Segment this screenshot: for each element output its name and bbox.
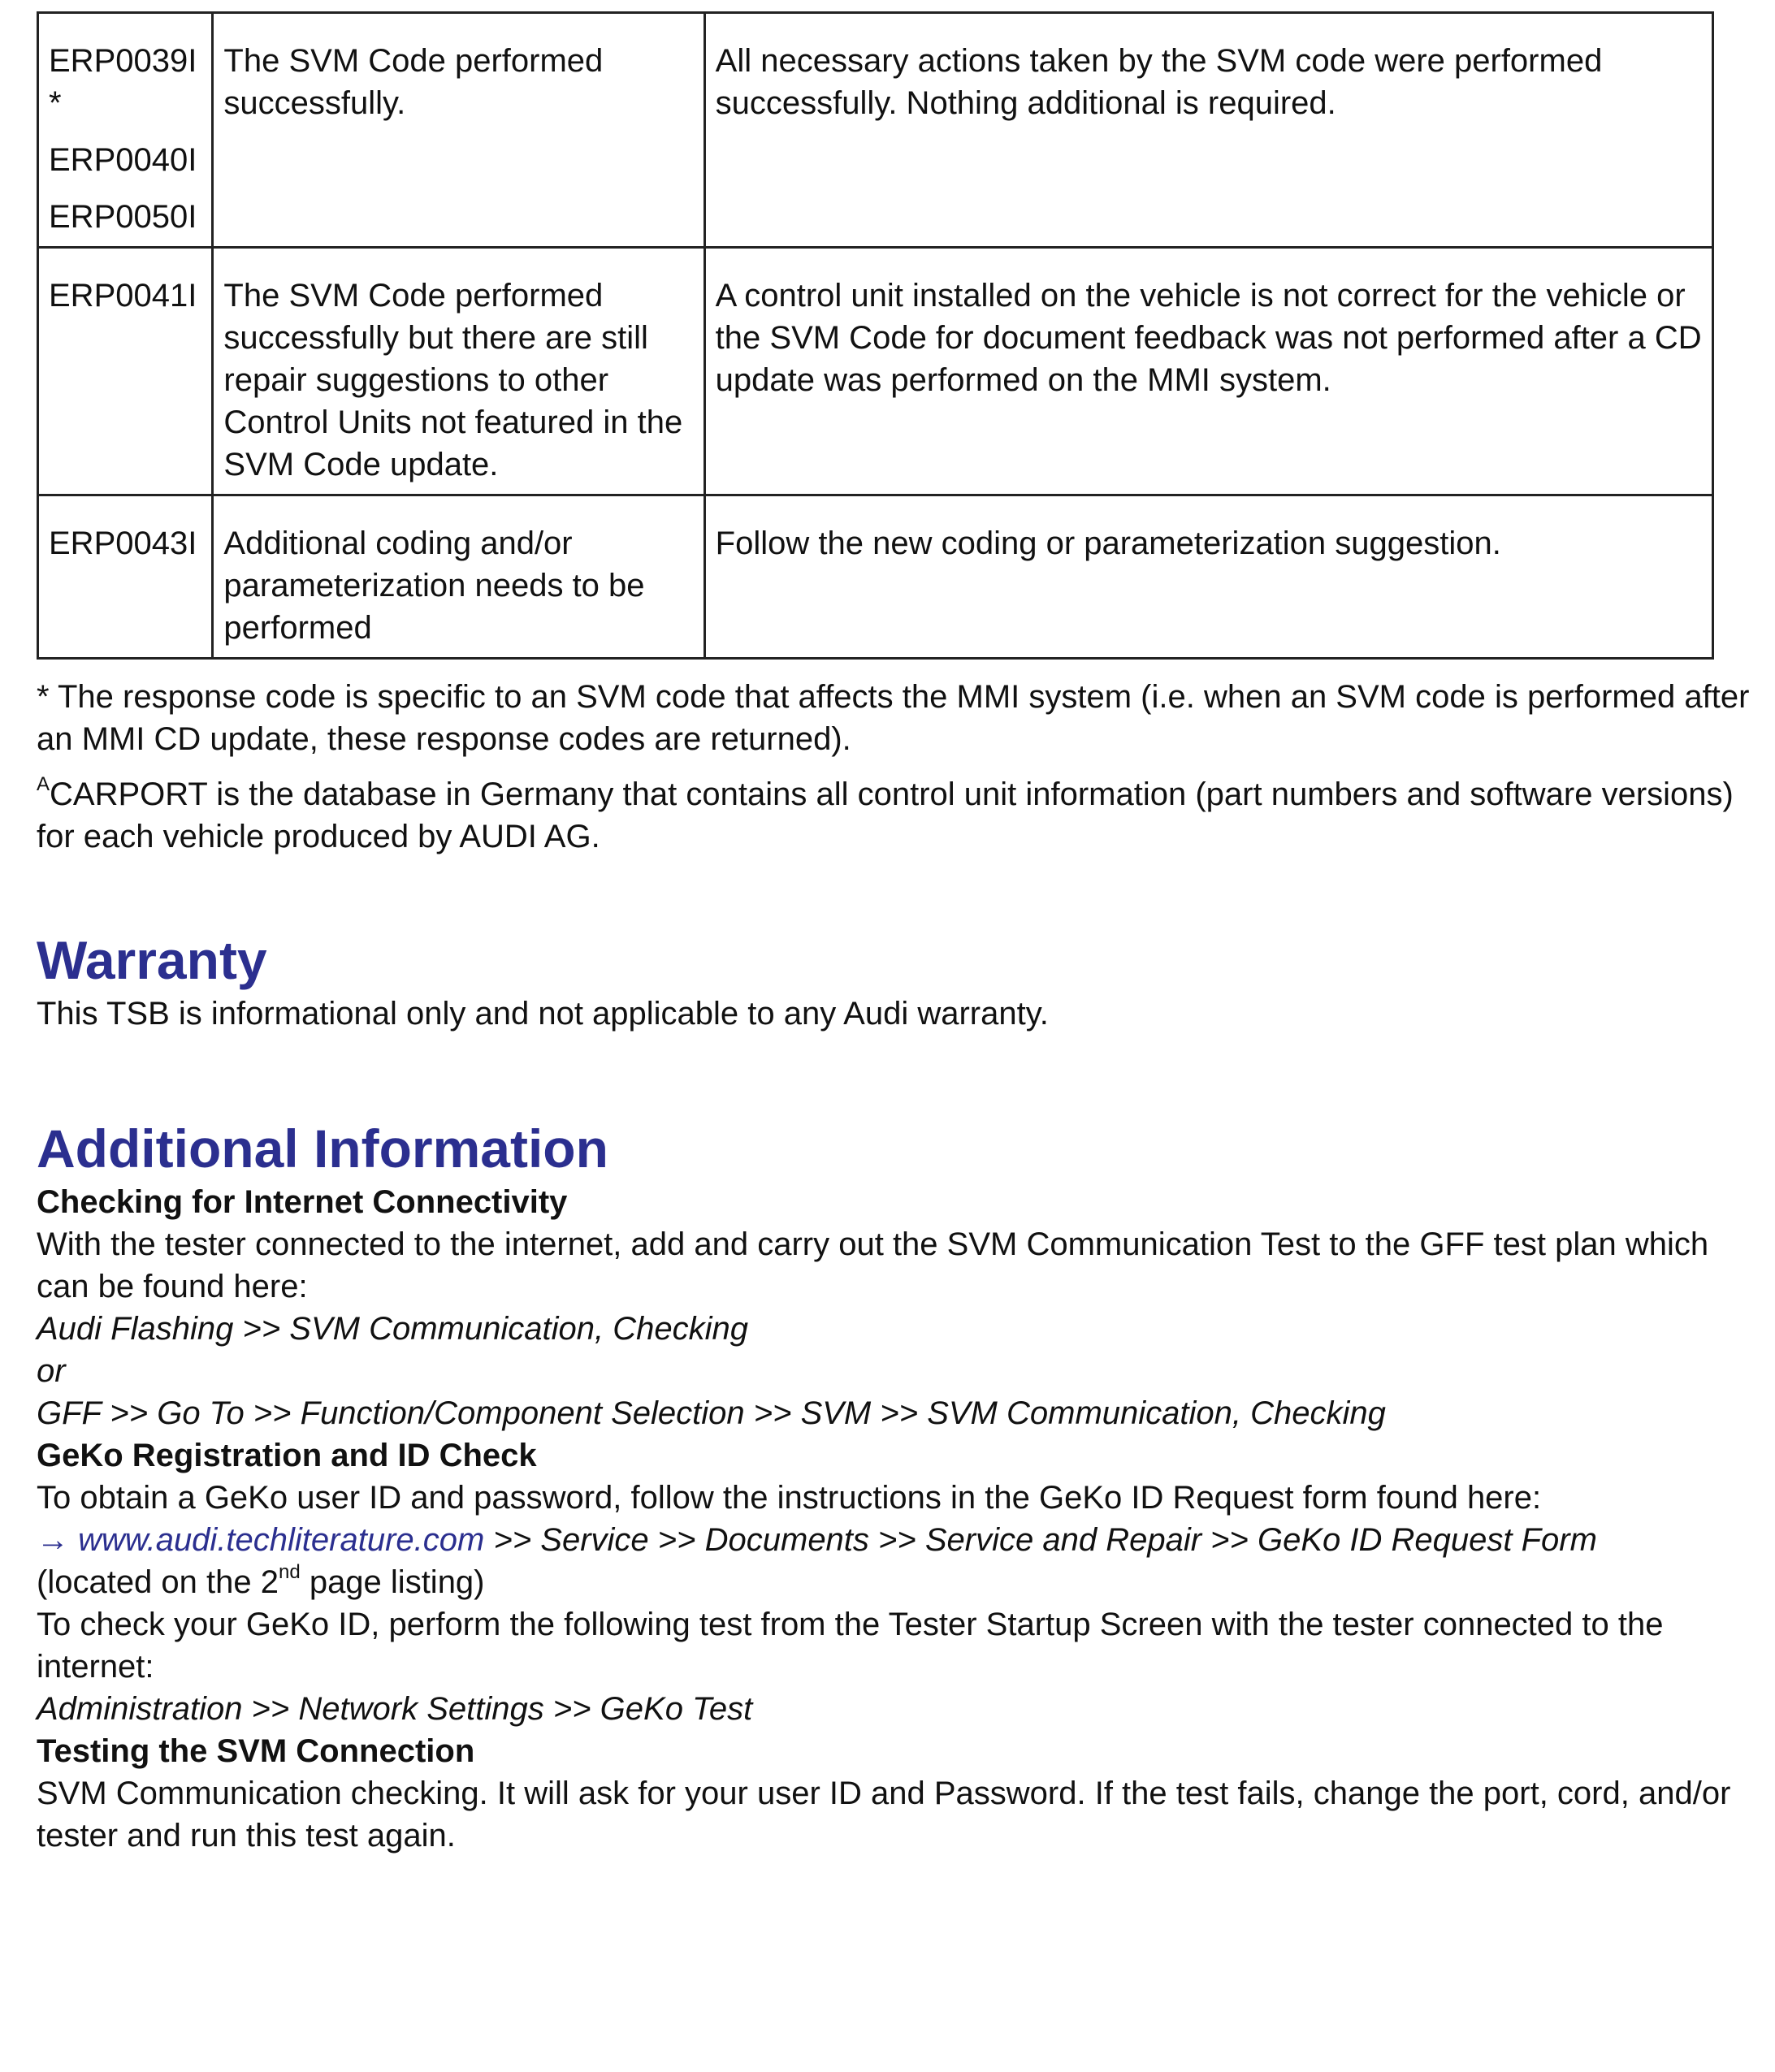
table-row: [38, 13, 1713, 248]
geko-registration-heading: GeKo Registration and ID Check: [37, 1438, 537, 1473]
table-footnotes: [37, 676, 1759, 858]
action-cell: Follow the new coding or parameterization suggestion.: [704, 495, 1712, 659]
svm-connection-text: SVM Communication checking. It will ask for your user ID and Password. If the test fails, change the port, cord, and/or tester and run this test again.: [37, 1776, 1731, 1854]
response-code-table: [37, 11, 1714, 660]
action-cell: All necessary actions taken by the SVM code were performed successfully. Nothing additional is required.: [704, 13, 1712, 248]
located-prefix: (located on the 2: [37, 1564, 279, 1600]
techliterature-link[interactable]: www.audi.techliterature.com: [78, 1522, 485, 1558]
menu-path: Audi Flashing >> SVM Communication, Checking: [37, 1311, 748, 1347]
menu-path: GFF >> Go To >> Function/Component Selection >> SVM >> SVM Communication, Checking: [37, 1395, 1386, 1431]
footnote-marker: A: [37, 772, 50, 795]
located-suffix: page listing): [300, 1564, 485, 1600]
asterisk-footnote: * The response code is specific to an SVM code that affects the MMI system (i.e. when an SVM code is performed after an MMI CD update, these response codes are returned).: [37, 679, 1750, 757]
link-menu-path: >> Service >> Documents >> Service and Repair >> GeKo ID Request Form: [484, 1522, 1597, 1558]
meaning-cell: The SVM Code performed successfully but there are still repair suggestions to other Control Units not featured in the SVM Code update.: [213, 248, 704, 495]
response-code: ERP0043I: [49, 526, 197, 561]
internet-connectivity-text: With the tester connected to the internet, add and carry out the SVM Communication Test to the GFF test plan which can be found here:: [37, 1226, 1709, 1304]
menu-path: Administration >> Network Settings >> GeKo Test: [37, 1691, 753, 1727]
carport-footnote: [37, 773, 1759, 858]
geko-request-text: To obtain a GeKo user ID and password, follow the instructions in the GeKo ID Request form found here:: [37, 1480, 1542, 1516]
code-cell: [38, 13, 213, 248]
ordinal-suffix: nd: [279, 1560, 301, 1583]
response-code: ERP0041I: [49, 278, 197, 314]
footnote-marker: *: [49, 85, 62, 121]
carport-note-text: CARPORT is the database in Germany that contains all control unit information (part numbers and software versions) for each vehicle produced by AUDI AG.: [37, 776, 1734, 854]
response-code: ERP0040I: [49, 142, 197, 178]
warranty-text: This TSB is informational only and not applicable to any Audi warranty.: [37, 996, 1049, 1032]
additional-information-heading: Additional Information: [37, 1118, 608, 1179]
meaning-cell: Additional coding and/or parameterization needs to be performed: [213, 495, 704, 659]
or-text: or: [37, 1353, 66, 1389]
code-cell: [38, 248, 213, 495]
document-page: [37, 11, 1759, 1857]
table-row: [38, 495, 1713, 659]
response-code: ERP0039I: [49, 43, 197, 79]
geko-request-link-line: [37, 1519, 1759, 1603]
geko-check-text: To check your GeKo ID, perform the following test from the Tester Startup Screen with the tester connected to the internet:: [37, 1607, 1664, 1685]
svm-connection-heading: Testing the SVM Connection: [37, 1733, 475, 1769]
warranty-heading: Warranty: [37, 930, 267, 990]
response-code: ERP0050I: [49, 199, 197, 235]
arrow-right-icon: →: [37, 1522, 69, 1558]
action-cell: A control unit installed on the vehicle is not correct for the vehicle or the SVM Code for document feedback was not performed after a CD update was performed on the MMI system.: [704, 248, 1712, 495]
internet-connectivity-heading: Checking for Internet Connectivity: [37, 1184, 568, 1220]
code-cell: [38, 495, 213, 659]
table-row: [38, 248, 1713, 495]
meaning-cell: The SVM Code performed successfully.: [213, 13, 704, 248]
